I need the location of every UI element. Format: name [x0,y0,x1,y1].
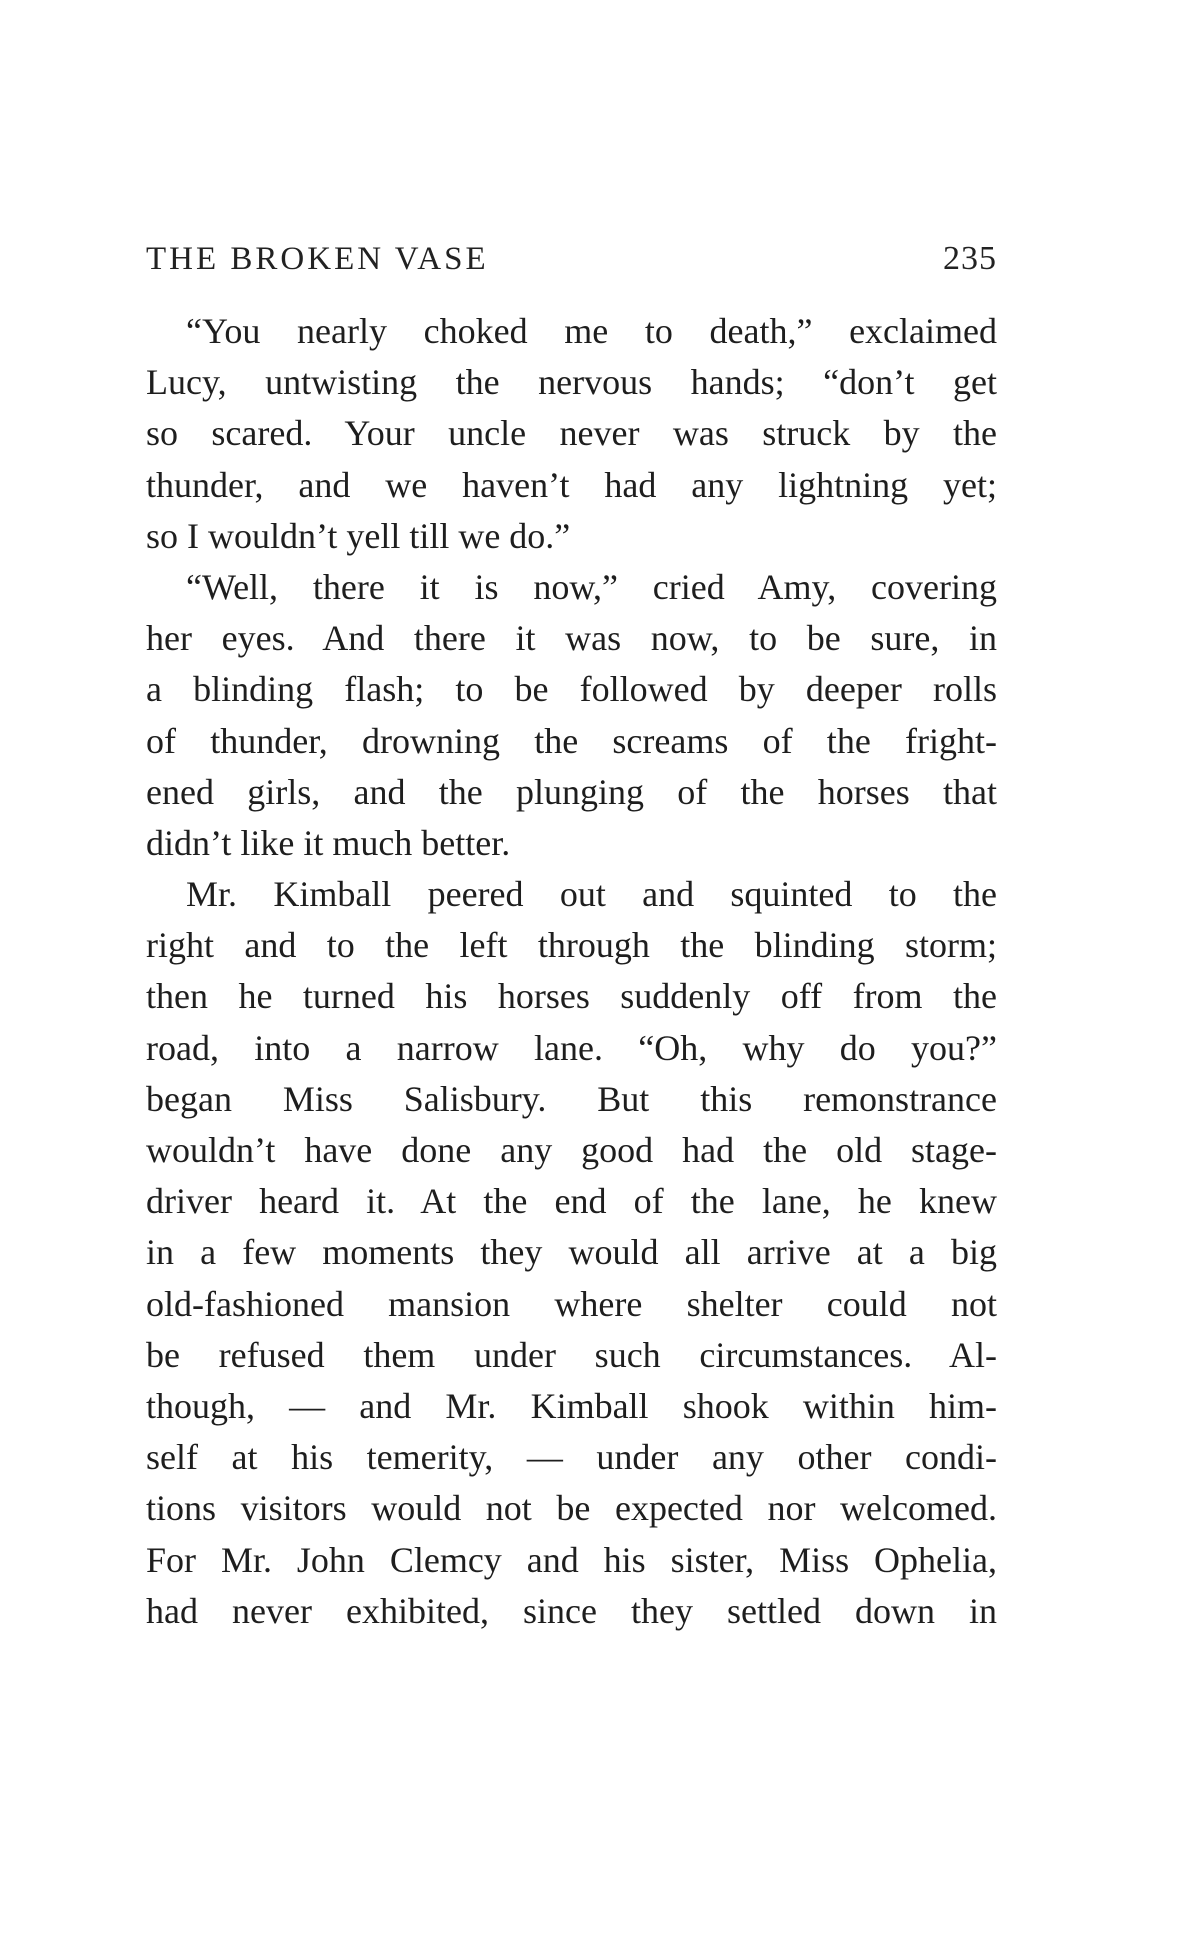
text-line: old-fashioned mansion where shelter could not [146,1283,997,1324]
text-line: of thunder, drowning the screams of the fright- [146,720,997,761]
text-line: tions visitors would not be expected nor welcomed. [146,1488,997,1529]
text-line: her eyes. And there it was now, to be sure, in [146,618,997,659]
text-line: though, — and Mr. Kimball shook within him- [146,1385,997,1426]
text-line: wouldn’t have done any good had the old stage- [146,1130,997,1170]
text-line: self at his temerity, — under any other condi- [146,1437,997,1478]
text-line: Lucy, untwisting the nervous hands; “don’t get [146,362,997,403]
text-line: so I wouldn’t yell till we do.” [146,515,571,556]
text-line: road, into a narrow lane. “Oh, why do you?” [146,1027,997,1068]
text-line: so scared. Your uncle never was struck by the [146,413,997,454]
text-line: a blinding flash; to be followed by deeper rolls [146,669,997,710]
text-line: driver heard it. At the end of the lane, he knew [146,1181,997,1222]
text-line: Mr. Kimball peered out and squinted to the [186,874,997,915]
running-title: THE BROKEN VASE [146,241,489,277]
text-line: didn’t like it much better. [146,822,511,863]
text-line: began Miss Salisbury. But this remonstrance [146,1078,997,1119]
page-number: 235 [943,240,997,277]
text-line: had never exhibited, since they settled down in [146,1590,997,1631]
text-line: then he turned his horses suddenly off from the [146,976,997,1017]
body-text [146,306,997,1637]
text-line: “Well, there it is now,” cried Amy, covering [186,566,997,607]
text-line: “You nearly choked me to death,” exclaimed [186,311,997,351]
text-line: ened girls, and the plunging of the horses that [146,771,997,812]
text-line: For Mr. John Clemcy and his sister, Miss Ophelia, [146,1539,997,1580]
book-page [146,240,997,1637]
text-line: be refused them under such circumstances. Al- [146,1334,997,1375]
running-head [146,240,997,296]
text-line: right and to the left through the blinding storm; [146,925,997,966]
text-line: in a few moments they would all arrive at a big [146,1232,997,1273]
text-line: thunder, and we haven’t had any lightning yet; [146,464,997,505]
